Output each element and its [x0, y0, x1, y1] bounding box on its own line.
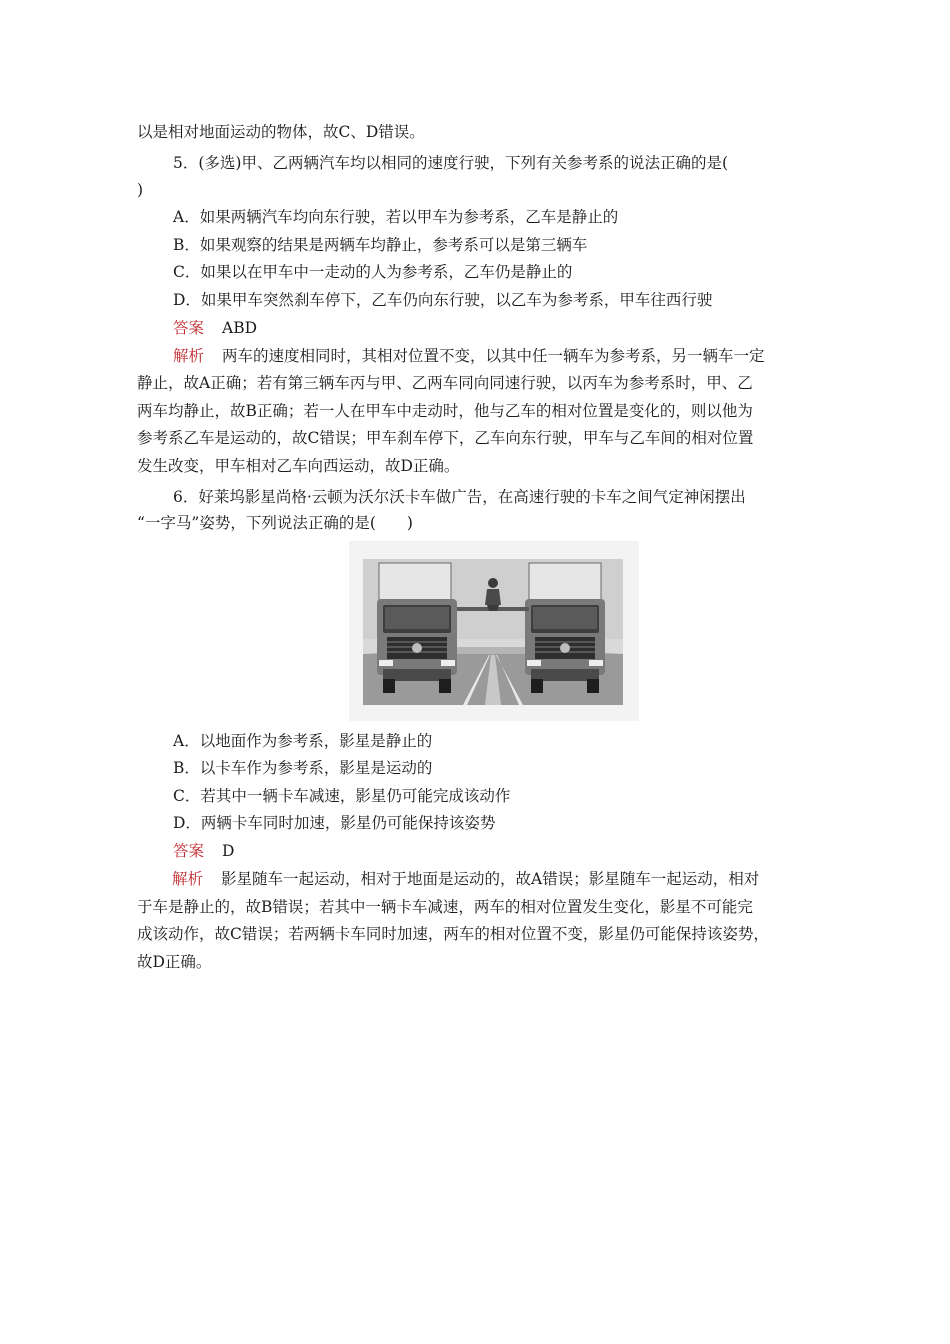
question-5-option-d: D．如果甲车突然刹车停下，乙车仍向东行驶，以乙车为参考系，甲车往西行驶: [173, 291, 713, 309]
question-6-option-c: C．若其中一辆卡车减速，影星仍可能完成该动作: [173, 787, 511, 805]
question-5-stem-end: ): [137, 181, 144, 199]
right-truck: [525, 563, 605, 693]
explanation-label: 解析: [172, 870, 204, 888]
question-5-explanation-line: 两车均静止，故B正确；若一人在甲车中走动时，他与乙车的相对位置是变化的，则以他为: [137, 402, 753, 420]
answer-value: D: [222, 842, 235, 860]
question-5-option-a: A．如果两辆汽车均向东行驶，若以甲车为参考系，乙车是静止的: [173, 208, 619, 226]
question-6-option-b: B．以卡车作为参考系，影星是运动的: [173, 759, 433, 777]
question-5-stem: 5．(多选)甲、乙两辆汽车均以相同的速度行驶，下列有关参考系的说法正确的是(: [173, 154, 729, 172]
question-6-explanation-line: 故D正确。: [137, 953, 212, 971]
question-6-explanation-line: [172, 869, 759, 889]
question-5-explanation-line: 发生改变，甲车相对乙车向西运动，故D正确。: [137, 457, 460, 475]
question-5-answer: [173, 318, 257, 338]
question-6-explanation-line: 于车是静止的，故B错误；若其中一辆卡车减速，两车的相对位置发生变化，影星不可能完: [137, 898, 753, 916]
explanation-text: 两车的速度相同时，其相对位置不变，以其中任一辆车为参考系，另一辆车一定: [222, 347, 765, 365]
question-6-explanation-line: 成该动作，故C错误；若两辆卡车同时加速，两车的相对位置不变，影星仍可能保持该姿势，: [137, 925, 769, 943]
answer-value: ABD: [222, 319, 258, 337]
question-6-answer: [173, 841, 234, 861]
explanation-label: 解析: [173, 347, 205, 365]
question-5-explanation-line: [173, 346, 765, 366]
trucks-photo: [349, 541, 639, 721]
trucks-illustration: [363, 559, 623, 705]
answer-label: 答案: [173, 842, 205, 860]
question-6-stem: 6．好莱坞影星尚格·云顿为沃尔沃卡车做广告，在高速行驶的卡车之间气定神闲摆出: [173, 488, 746, 506]
left-truck: [377, 563, 457, 693]
question-5-option-b: B．如果观察的结果是两辆车均静止，参考系可以是第三辆车: [173, 236, 588, 254]
text-line: 以是相对地面运动的物体，故C、D错误。: [137, 123, 425, 141]
question-5-option-c: C．如果以在甲车中一走动的人为参考系，乙车仍是静止的: [173, 263, 573, 281]
question-5-explanation-line: 参考系乙车是运动的，故C错误；甲车刹车停下，乙车向东行驶，甲车与乙车间的相对位置: [137, 429, 754, 447]
answer-label: 答案: [173, 319, 205, 337]
question-6-stem-end: “一字马”姿势，下列说法正确的是( ): [137, 514, 413, 532]
question-5-explanation-line: 静止，故A正确；若有第三辆车丙与甲、乙两车同向同速行驶，以丙车为参考系时，甲、乙: [137, 374, 753, 392]
question-6-option-d: D．两辆卡车同时加速，影星仍可能保持该姿势: [173, 814, 496, 832]
question-6-option-a: A．以地面作为参考系，影星是静止的: [173, 732, 433, 750]
explanation-text: 影星随车一起运动，相对于地面是运动的，故A错误；影星随车一起运动，相对: [221, 870, 760, 888]
